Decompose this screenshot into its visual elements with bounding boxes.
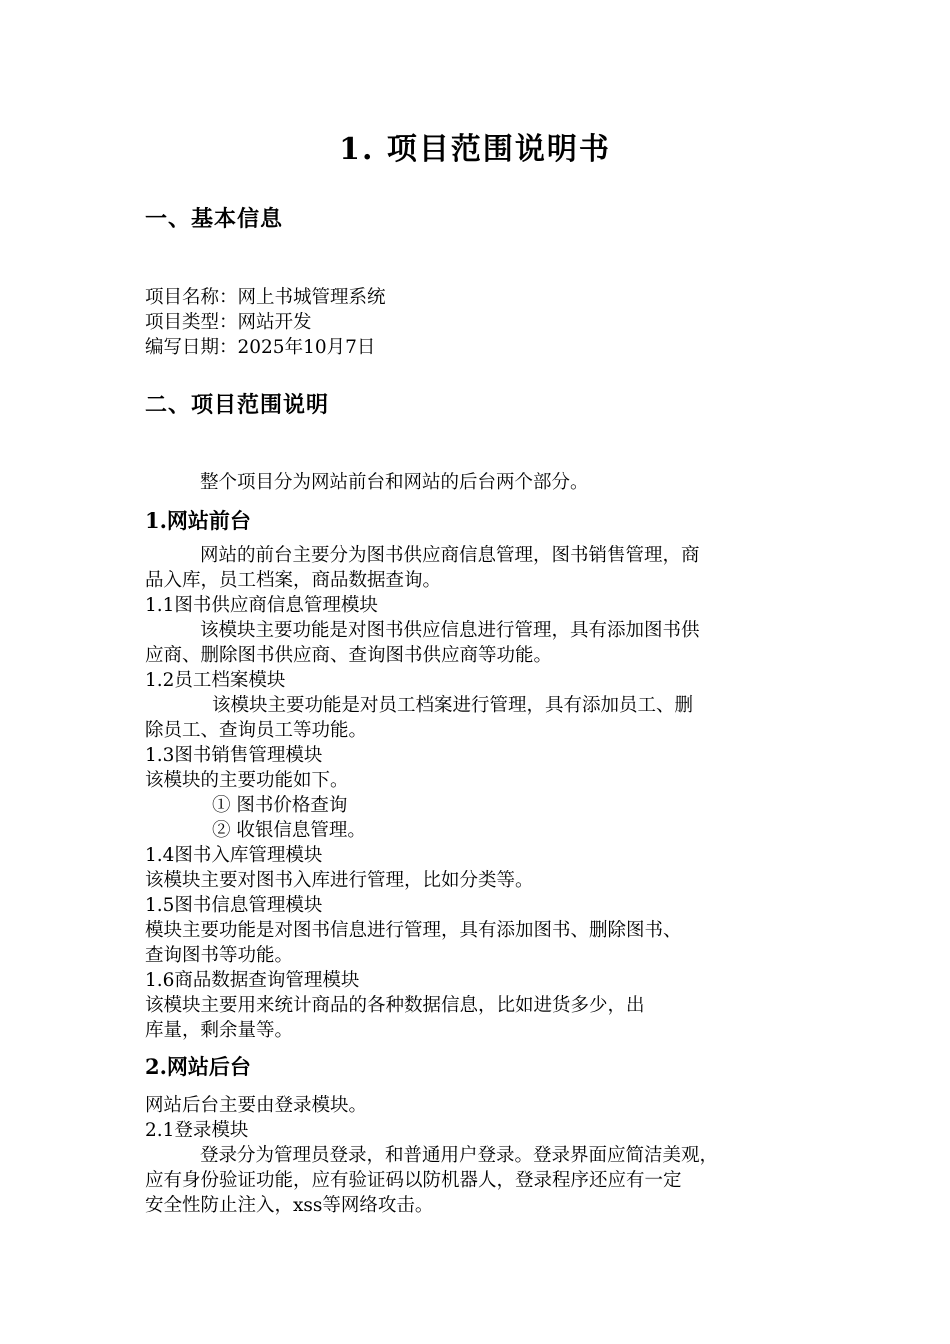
module-1-5-line-1: 模块主要功能是对图书信息进行管理，具有添加图书、删除图书、 xyxy=(145,920,682,941)
module-2-1-line-2: 应有身份验证功能，应有验证码以防机器人，登录程序还应有一定 xyxy=(145,1170,682,1191)
section-heading-basic-info: 一、基本信息 xyxy=(145,206,284,232)
section-heading-scope: 二、项目范围说明 xyxy=(145,392,330,418)
module-1-1-title: 1.1图书供应商信息管理模块 xyxy=(145,595,378,616)
scope-intro: 整个项目分为网站前台和网站的后台两个部分。 xyxy=(200,472,589,493)
module-1-3-item-1: ① 图书价格查询 xyxy=(212,795,348,816)
module-1-6-line-2: 库量，剩余量等。 xyxy=(145,1020,294,1041)
project-type-line: 项目类型：网站开发 xyxy=(145,312,312,333)
frontend-desc-line-1: 网站的前台主要分为图书供应商信息管理，图书销售管理，商 xyxy=(200,545,700,566)
module-1-6-line-1: 该模块主要用来统计商品的各种数据信息，比如进货多少，出 xyxy=(145,995,645,1016)
module-1-2-title: 1.2员工档案模块 xyxy=(145,670,286,691)
frontend-desc-line-2: 品入库，员工档案，商品数据查询。 xyxy=(145,570,442,591)
module-1-3-item-2: ② 收银信息管理。 xyxy=(212,820,366,841)
module-1-3-title: 1.3图书销售管理模块 xyxy=(145,745,323,766)
module-1-3-line-1: 该模块的主要功能如下。 xyxy=(145,770,349,791)
document-title: 1. 项目范围说明书 xyxy=(339,132,611,167)
subheading-frontend: 1.网站前台 xyxy=(145,508,251,533)
module-2-1-line-3: 安全性防止注入，xss等网络攻击。 xyxy=(145,1195,434,1216)
written-date-line: 编写日期：2025年10月7日 xyxy=(145,337,376,358)
module-1-2-line-2: 除员工、查询员工等功能。 xyxy=(145,720,368,741)
module-1-5-line-2: 查询图书等功能。 xyxy=(145,945,294,966)
module-1-4-title: 1.4图书入库管理模块 xyxy=(145,845,323,866)
module-1-1-line-2: 应商、删除图书供应商、查询图书供应商等功能。 xyxy=(145,645,553,666)
project-name-line: 项目名称：网上书城管理系统 xyxy=(145,287,386,308)
backend-desc: 网站后台主要由登录模块。 xyxy=(145,1095,368,1116)
module-2-1-title: 2.1登录模块 xyxy=(145,1120,249,1141)
module-1-6-title: 1.6商品数据查询管理模块 xyxy=(145,970,360,991)
module-1-1-line-1: 该模块主要功能是对图书供应信息进行管理，具有添加图书供 xyxy=(200,620,700,641)
module-1-4-line-1: 该模块主要对图书入库进行管理，比如分类等。 xyxy=(145,870,534,891)
module-1-5-title: 1.5图书信息管理模块 xyxy=(145,895,323,916)
subheading-backend: 2.网站后台 xyxy=(145,1054,251,1079)
module-2-1-line-1: 登录分为管理员登录，和普通用户登录。登录界面应简洁美观， xyxy=(200,1145,719,1166)
module-1-2-line-1: 该模块主要功能是对员工档案进行管理，具有添加员工、删 xyxy=(212,695,694,716)
